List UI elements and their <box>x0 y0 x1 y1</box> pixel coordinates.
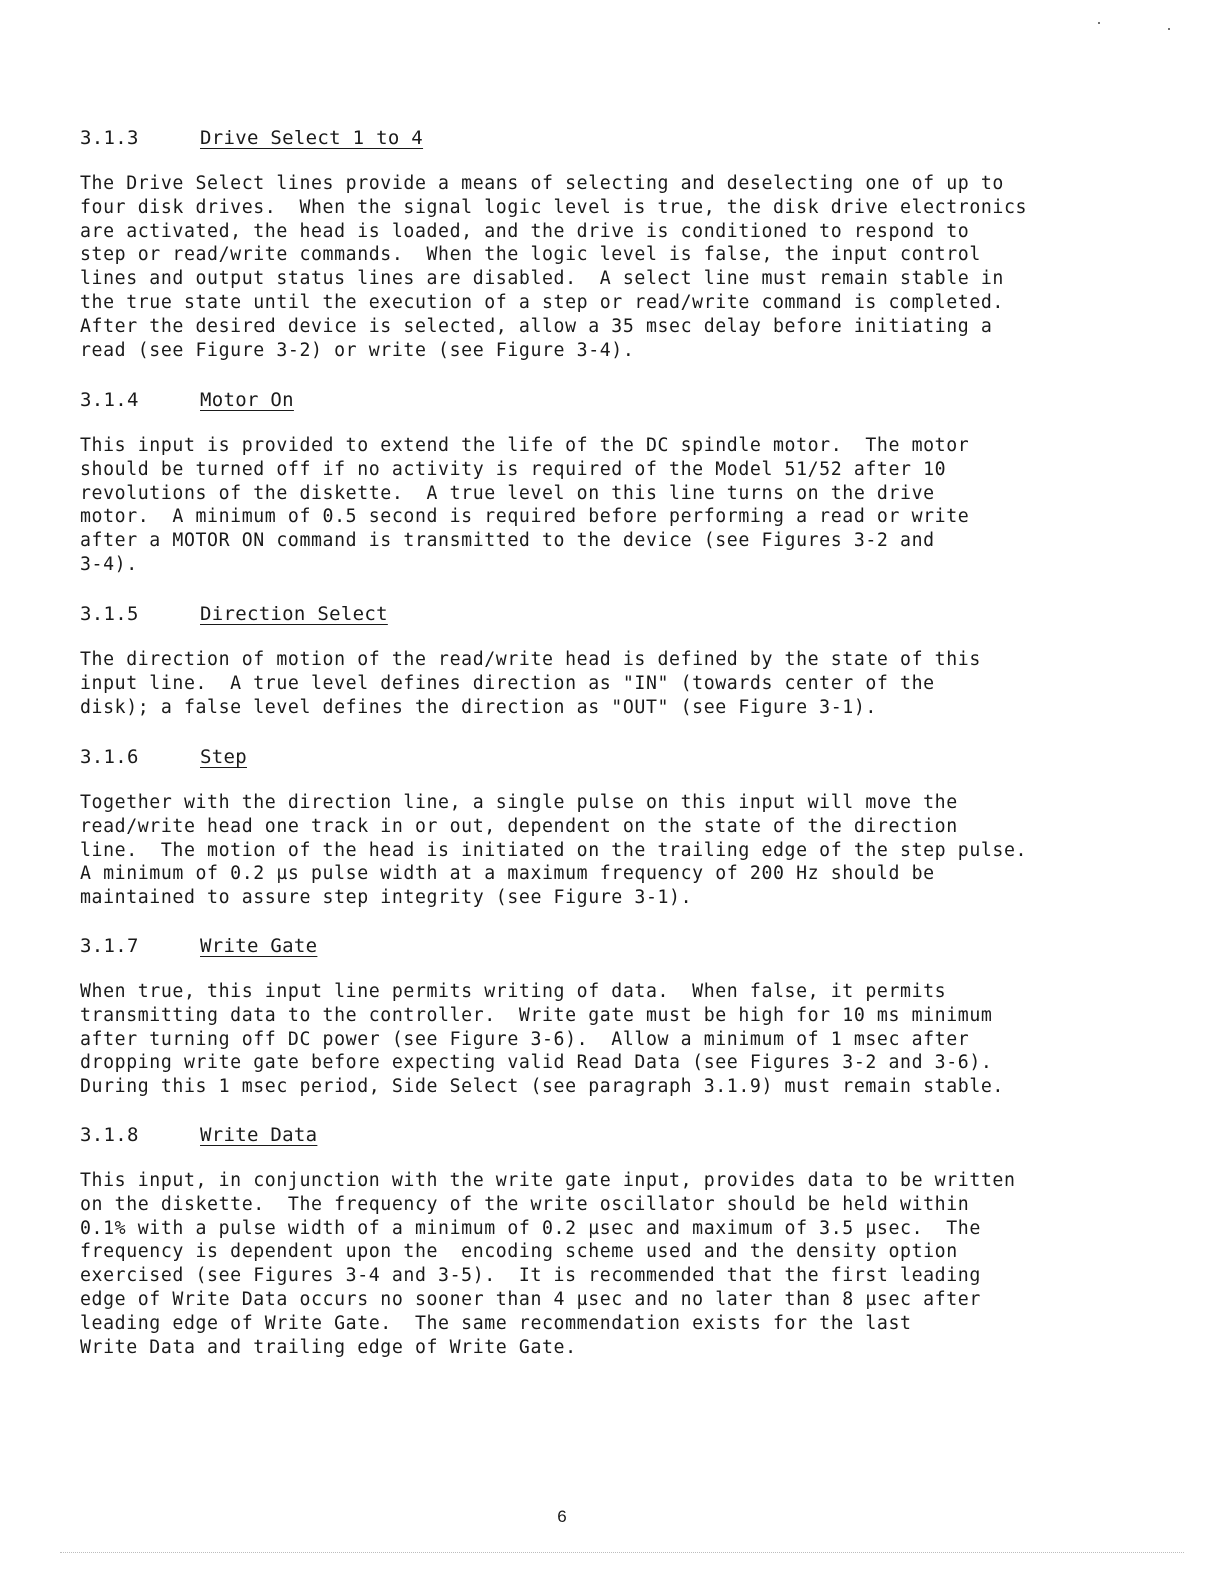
text-line: edge of Write Data occurs no sooner than 4 µsec and no later than 8 µsec after <box>80 1288 981 1310</box>
text-line: motor. A minimum of 0.5 second is required before performing a read or write <box>80 506 970 528</box>
section-3-1-4 <box>80 386 1080 577</box>
text-line: Write Data and trailing edge of Write Gate. <box>80 1336 577 1358</box>
text-line: The direction of motion of the read/write head is defined by the state of this <box>80 649 981 670</box>
text-line: should be turned off if no activity is required of the Model 51/52 after 10 <box>80 458 947 480</box>
section-title: Write Gate <box>200 935 318 957</box>
page-number: 6 <box>557 1507 567 1526</box>
section-3-1-7 <box>80 932 1080 1099</box>
text-line: frequency is dependent upon the encoding scheme used and the density option <box>80 1241 958 1263</box>
section-body <box>80 980 1080 1099</box>
text-line: after a MOTOR ON command is transmitted to the device (see Figures 3-2 and <box>80 530 935 552</box>
text-line: The Drive Select lines provide a means of selecting and deselecting one of up to <box>80 173 1004 194</box>
section-3-1-6 <box>80 743 1080 910</box>
section-title: Drive Select 1 to 4 <box>200 127 424 149</box>
section-title: Direction Select <box>200 603 388 625</box>
text-line: A minimum of 0.2 µs pulse width at a maximum frequency of 200 Hz should be <box>80 863 935 885</box>
section-body <box>80 648 1080 719</box>
text-line: disk); a false level defines the direction as "OUT" (see Figure 3-1). <box>80 696 877 718</box>
text-line: four disk drives. When the signal logic level is true, the disk drive electronics <box>80 196 1028 218</box>
section-body <box>80 434 1080 577</box>
section-number: 3.1.7 <box>80 935 139 957</box>
text-line: step or read/write commands. When the logic level is false, the input control <box>80 244 981 266</box>
text-line: transmitting data to the controller. Write gate must be high for 10 ms minimum <box>80 1004 993 1026</box>
text-line: read/write head one track in or out, dependent on the state of the direction <box>80 815 958 837</box>
section-body <box>80 791 1080 910</box>
section-3-1-5 <box>80 600 1080 719</box>
text-line: When true, this input line permits writing of data. When false, it permits <box>80 981 947 1002</box>
section-heading <box>80 932 1080 960</box>
text-line: exercised (see Figures 3-4 and 3-5). It is recommended that the first leading <box>80 1265 981 1287</box>
text-line: are activated, the head is loaded, and the drive is conditioned to respond to <box>80 220 970 242</box>
text-line: on the diskette. The frequency of the write oscillator should be held within <box>80 1193 970 1215</box>
section-title: Motor On <box>200 389 294 411</box>
section-body <box>80 1169 1080 1359</box>
text-line: Together with the direction line, a single pulse on this input will move the <box>80 792 958 813</box>
section-number: 3.1.3 <box>80 127 139 149</box>
text-line: line. The motion of the head is initiated on the trailing edge of the step pulse. <box>80 839 1028 861</box>
text-line: lines and output status lines are disabled. A select line must remain stable in <box>80 268 1004 290</box>
scan-speck <box>1168 28 1170 30</box>
section-number: 3.1.4 <box>80 389 139 411</box>
section-heading <box>80 743 1080 771</box>
bottom-scan-edge <box>60 1552 1184 1553</box>
section-heading <box>80 386 1080 414</box>
section-3-1-3 <box>80 124 1080 362</box>
text-line: 0.1% with a pulse width of a minimum of 0.2 µsec and maximum of 3.5 µsec. The <box>80 1217 981 1239</box>
text-line: after turning off DC power (see Figure 3-6). Allow a minimum of 1 msec after <box>80 1028 970 1050</box>
text-line: input line. A true level defines direction as "IN" (towards center of the <box>80 672 935 694</box>
text-line: This input, in conjunction with the write gate input, provides data to be written <box>80 1170 1016 1191</box>
text-line: revolutions of the diskette. A true level on this line turns on the drive <box>80 482 935 504</box>
section-3-1-8 <box>80 1121 1080 1359</box>
section-title: Write Data <box>200 1124 318 1146</box>
text-line: read (see Figure 3-2) or write (see Figure 3-4). <box>80 339 635 361</box>
section-number: 3.1.8 <box>80 1124 139 1146</box>
text-line: This input is provided to extend the life of the DC spindle motor. The motor <box>80 435 970 456</box>
scan-speck <box>1098 22 1100 24</box>
section-body <box>80 172 1080 362</box>
text-line: dropping write gate before expecting valid Read Data (see Figures 3-2 and 3-6). <box>80 1052 993 1074</box>
section-heading <box>80 1121 1080 1149</box>
text-line: leading edge of Write Gate. The same recommendation exists for the last <box>80 1312 912 1334</box>
text-line: 3-4). <box>80 553 138 575</box>
text-line: maintained to assure step integrity (see Figure 3-1). <box>80 887 693 909</box>
text-line: After the desired device is selected, allow a 35 msec delay before initiating a <box>80 315 993 337</box>
section-heading <box>80 124 1080 152</box>
text-line: the true state until the execution of a step or read/write command is completed. <box>80 291 1004 313</box>
section-heading <box>80 600 1080 628</box>
section-title: Step <box>200 746 247 768</box>
section-number: 3.1.5 <box>80 603 139 625</box>
section-number: 3.1.6 <box>80 746 139 768</box>
text-line: During this 1 msec period, Side Select (see paragraph 3.1.9) must remain stable. <box>80 1076 1004 1098</box>
